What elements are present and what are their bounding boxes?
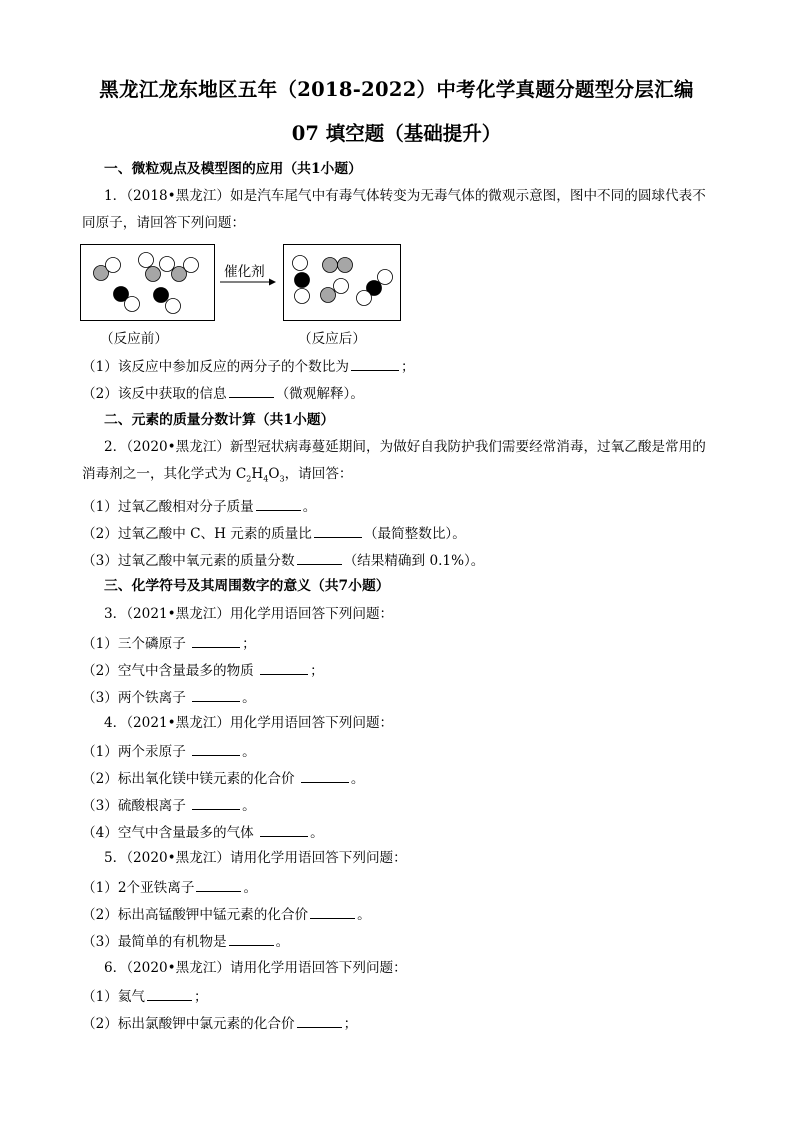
reaction-after-box	[283, 244, 401, 321]
question-3-part-2: （2）空气中含量最多的物质 ；	[82, 660, 324, 680]
answer-blank[interactable]	[192, 741, 240, 756]
question-2-part-2: （2）过氧乙酸中 C、H 元素的质量比 （最简整数比）。	[82, 523, 466, 543]
white-atom	[334, 279, 349, 294]
caption-after: （反应后）	[298, 331, 366, 347]
catalyst-label: 催化剂	[224, 264, 265, 280]
answer-blank[interactable]	[297, 1013, 342, 1028]
question-5-part-1: （1）2个亚铁离子 。	[82, 877, 257, 897]
answer-blank[interactable]	[192, 633, 240, 648]
reaction-before-box	[80, 244, 215, 321]
question-2-stem-b: 消毒剂之一，其化学式为 $C_2H_4O_3$，请回答：	[82, 466, 353, 484]
question-3-stem: 3．（2021•黑龙江）用化学用语回答下列问题：	[104, 606, 394, 622]
white-atom	[106, 258, 121, 273]
molecule-diagram-after	[284, 245, 400, 320]
question-1-stem-a: 1．（2018•黑龙江）如是汽车尾气中有毒气体转变为无毒气体的微观示意图，图中不同的圆球代表不	[104, 188, 706, 204]
question-2-part-3: （3）过氧乙酸中氧元素的质量分数 （结果精确到 0.1%）。	[82, 550, 484, 570]
question-1-part-2: （2）该反中获取的信息 （微观解释）。	[82, 383, 364, 403]
question-4-part-2: （2）标出氧化镁中镁元素的化合价 。	[82, 768, 364, 788]
answer-blank[interactable]	[310, 904, 355, 919]
question-4-stem: 4．（2021•黑龙江）用化学用语回答下列问题：	[104, 715, 394, 731]
white-atom	[139, 253, 154, 268]
question-4-part-1: （1）两个汞原子 。	[82, 741, 256, 761]
question-2-part-1: （1）过氧乙酸相对分子质量 。	[82, 496, 316, 516]
question-2-stem-a: 2．（2020•黑龙江）新型冠状病毒蔓延期间，为做好自我防护我们需要经常消毒，过氧乙酸是常用的	[104, 439, 706, 455]
white-atom	[166, 299, 181, 314]
caption-before: （反应前）	[100, 331, 168, 347]
answer-blank[interactable]	[256, 496, 301, 511]
question-3-part-3: （3）两个铁离子 。	[82, 687, 256, 707]
answer-blank[interactable]	[229, 383, 274, 398]
answer-blank[interactable]	[192, 687, 240, 702]
question-4-part-4: （4）空气中含量最多的气体 。	[82, 822, 324, 842]
reaction-arrow-icon	[219, 277, 277, 287]
answer-blank[interactable]	[260, 822, 308, 837]
molecule-diagram-before	[81, 245, 214, 320]
answer-blank[interactable]	[301, 768, 349, 783]
white-atom	[378, 270, 393, 285]
white-atom	[184, 258, 199, 273]
answer-blank[interactable]	[297, 550, 342, 565]
black-atom	[295, 273, 310, 288]
gray-atom	[321, 288, 336, 303]
white-atom	[125, 297, 140, 312]
gray-atom	[323, 258, 338, 273]
answer-blank[interactable]	[351, 356, 399, 371]
black-atom	[154, 288, 169, 303]
white-atom	[160, 257, 175, 272]
question-6-stem: 6．（2020•黑龙江）请用化学用语回答下列问题：	[104, 960, 407, 976]
question-4-part-3: （3）硫酸根离子 。	[82, 795, 256, 815]
question-1-stem-b: 同原子，请回答下列问题：	[82, 215, 246, 231]
document-title: 黑龙江龙东地区五年（2018-2022）中考化学真题分题型分层汇编	[99, 78, 694, 101]
document-subtitle: 07 填空题（基础提升）	[291, 122, 502, 145]
question-1-part-1: （1）该反应中参加反应的两分子的个数比为 ；	[82, 356, 415, 376]
question-5-stem: 5．（2020•黑龙江）请用化学用语回答下列问题：	[104, 850, 407, 866]
white-atom	[357, 291, 372, 306]
question-5-part-3: （3）最简单的有机物是 。	[82, 931, 289, 951]
gray-atom	[338, 258, 353, 273]
question-6-part-1: （1）氦气 ；	[82, 986, 208, 1006]
question-5-part-2: （2）标出高锰酸钾中锰元素的化合价 。	[82, 904, 371, 924]
section-heading-2: 二、元素的质量分数计算（共1小题）	[104, 412, 335, 428]
section-heading-3: 三、化学符号及其周围数字的意义（共7小题）	[104, 578, 390, 594]
answer-blank[interactable]	[196, 877, 241, 892]
answer-blank[interactable]	[192, 795, 240, 810]
question-6-part-2: （2）标出氯酸钾中氯元素的化合价 ；	[82, 1013, 357, 1033]
section-heading-1: 一、微粒观点及模型图的应用（共1小题）	[104, 161, 362, 177]
answer-blank[interactable]	[229, 931, 274, 946]
answer-blank[interactable]	[314, 523, 362, 538]
white-atom	[293, 256, 308, 271]
answer-blank[interactable]	[260, 660, 308, 675]
white-atom	[295, 289, 310, 304]
answer-blank[interactable]	[147, 986, 192, 1001]
question-3-part-1: （1）三个磷原子 ；	[82, 633, 256, 653]
gray-atom	[146, 267, 161, 282]
